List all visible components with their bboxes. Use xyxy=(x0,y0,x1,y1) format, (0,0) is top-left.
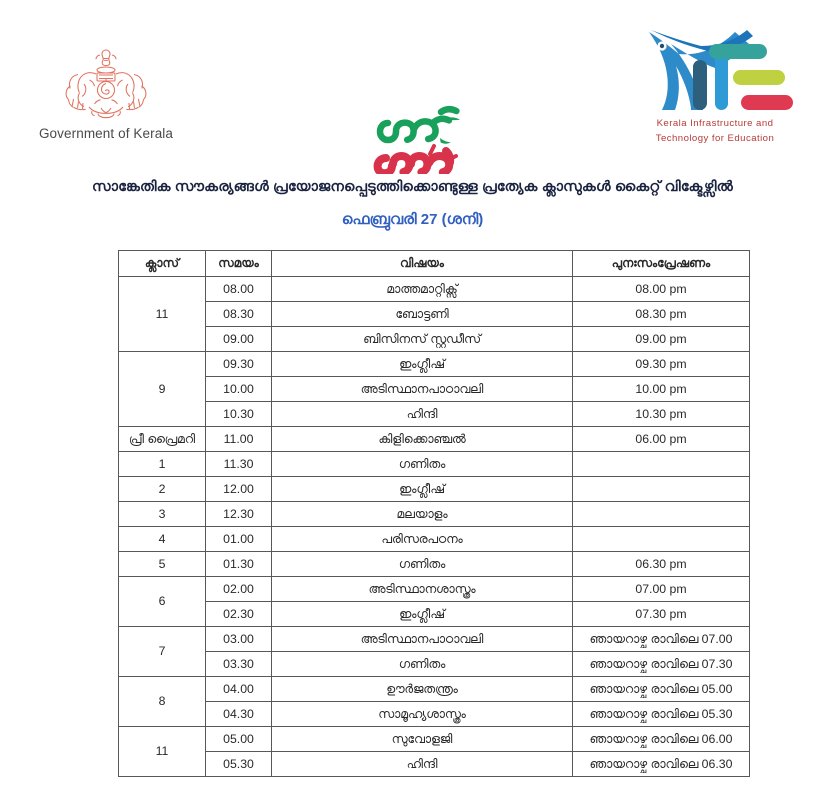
column-header-time: സമയം xyxy=(206,251,272,277)
cell-retelecast: ഞായറാഴ്ച രാവിലെ 07.30 xyxy=(573,652,750,677)
table-row xyxy=(119,352,750,377)
cell-class: 9 xyxy=(119,352,206,427)
table-row xyxy=(119,502,750,527)
kite-caption-line2 xyxy=(617,133,813,146)
cell-class: പ്രീ പ്രൈമറി xyxy=(119,427,206,452)
column-header-retelecast: പുനഃസംപ്രേഷണം xyxy=(573,251,750,277)
kerala-government-caption: Government of Kerala xyxy=(38,126,174,141)
cell-time: 01.00 xyxy=(206,527,272,552)
table-row xyxy=(119,527,750,552)
cell-subject: ഹിന്ദി xyxy=(272,402,573,427)
cell-time: 10.00 xyxy=(206,377,272,402)
cell-retelecast: ഞായറാഴ്ച രാവിലെ 06.30 xyxy=(573,752,750,777)
cell-class: 2 xyxy=(119,477,206,502)
cell-subject: ഇംഗ്ലീഷ് xyxy=(272,352,573,377)
cell-retelecast: 08.00 pm xyxy=(573,277,750,302)
kite-caption-line1 xyxy=(617,118,813,131)
column-header-subject: വിഷയം xyxy=(272,251,573,277)
kerala-government-emblem-icon xyxy=(56,44,156,122)
table-row xyxy=(119,402,750,427)
cell-class: 4 xyxy=(119,527,206,552)
first-bell-logo-icon xyxy=(368,96,498,174)
cell-time: 12.00 xyxy=(206,477,272,502)
cell-time: 04.00 xyxy=(206,677,272,702)
cell-subject: ഗണിതം xyxy=(272,552,573,577)
cell-time: 08.30 xyxy=(206,302,272,327)
cell-subject: ഗണിതം xyxy=(272,452,573,477)
cell-retelecast: 10.00 pm xyxy=(573,377,750,402)
table-row xyxy=(119,552,750,577)
cell-subject: ഗണിതം xyxy=(272,652,573,677)
cell-subject: ബിസിനസ് സ്റ്റഡീസ് xyxy=(272,327,573,352)
cell-subject: കിളിക്കൊഞ്ചൽ xyxy=(272,427,573,452)
schedule-table xyxy=(118,250,750,777)
cell-subject: പരിസരപഠനം xyxy=(272,527,573,552)
table-row xyxy=(119,652,750,677)
cell-time: 05.30 xyxy=(206,752,272,777)
cell-retelecast: 10.30 pm xyxy=(573,402,750,427)
kite-caption-text-2: Technology for Education xyxy=(655,132,775,144)
cell-time: 02.30 xyxy=(206,602,272,627)
cell-time: 12.30 xyxy=(206,502,272,527)
cell-subject: സാമൂഹ്യശാസ്ത്രം xyxy=(272,702,573,727)
cell-retelecast: ഞായറാഴ്ച രാവിലെ 05.30 xyxy=(573,702,750,727)
kite-caption-text-1: Kerala Infrastructure and xyxy=(656,118,774,129)
cell-class: 6 xyxy=(119,577,206,627)
header-logo-row xyxy=(0,0,825,175)
cell-class: 7 xyxy=(119,627,206,677)
table-row xyxy=(119,377,750,402)
cell-class: 11 xyxy=(119,727,206,777)
cell-subject: അടിസ്ഥാനപാഠാവലി xyxy=(272,627,573,652)
cell-subject: അടിസ്ഥാനശാസ്ത്രം xyxy=(272,577,573,602)
cell-class: 3 xyxy=(119,502,206,527)
cell-retelecast: 07.30 pm xyxy=(573,602,750,627)
cell-retelecast: 07.00 pm xyxy=(573,577,750,602)
cell-subject: ബോട്ടണി xyxy=(272,302,573,327)
cell-retelecast: 08.30 pm xyxy=(573,302,750,327)
cell-retelecast: 09.30 pm xyxy=(573,352,750,377)
cell-retelecast: 06.00 pm xyxy=(573,427,750,452)
table-row xyxy=(119,577,750,602)
table-row xyxy=(119,677,750,702)
table-row xyxy=(119,627,750,652)
cell-time: 11.30 xyxy=(206,452,272,477)
cell-retelecast xyxy=(573,477,750,502)
table-body xyxy=(119,277,750,777)
table-row xyxy=(119,277,750,302)
table-row xyxy=(119,327,750,352)
cell-subject: മലയാളം xyxy=(272,502,573,527)
cell-time: 11.00 xyxy=(206,427,272,452)
cell-class: 11 xyxy=(119,277,206,352)
cell-time: 04.30 xyxy=(206,702,272,727)
table-row xyxy=(119,427,750,452)
first-bell-logo xyxy=(368,96,498,174)
column-header-class: ക്ലാസ് xyxy=(119,251,206,277)
cell-subject: ഇംഗ്ലീഷ് xyxy=(272,602,573,627)
cell-subject: അടിസ്ഥാനപാഠാവലി xyxy=(272,377,573,402)
cell-retelecast xyxy=(573,527,750,552)
cell-time: 03.30 xyxy=(206,652,272,677)
kite-logo-block xyxy=(617,22,813,145)
cell-retelecast: ഞായറാഴ്ച രാവിലെ 06.00 xyxy=(573,727,750,752)
table-row xyxy=(119,727,750,752)
table-header-row xyxy=(119,251,750,277)
table-row xyxy=(119,702,750,727)
cell-time: 10.30 xyxy=(206,402,272,427)
cell-class: 5 xyxy=(119,552,206,577)
cell-time: 09.00 xyxy=(206,327,272,352)
cell-time: 05.00 xyxy=(206,727,272,752)
schedule-table-wrap xyxy=(118,250,749,777)
cell-subject: ഊർജതന്ത്രം xyxy=(272,677,573,702)
cell-retelecast: 06.30 pm xyxy=(573,552,750,577)
cell-retelecast: ഞായറാഴ്ച രാവിലെ 05.00 xyxy=(573,677,750,702)
cell-class: 1 xyxy=(119,452,206,477)
cell-retelecast: 09.00 pm xyxy=(573,327,750,352)
cell-time: 09.30 xyxy=(206,352,272,377)
cell-retelecast: ഞായറാഴ്ച രാവിലെ 07.00 xyxy=(573,627,750,652)
cell-subject: മാത്തമാറ്റിക്സ് xyxy=(272,277,573,302)
page-date: ഫെബ്രുവരി 27 (ശനി) xyxy=(341,211,484,228)
page-title: സാങ്കേതിക സൗകര്യങ്ങൾ പ്രയോജനപ്പെടുത്തിക്കൊണ്ടുള്ള പ്രത്യേക ക്ലാസുകൾ കൈറ്റ് വിക്ടേഴ്സിൽ xyxy=(91,179,734,195)
table-row xyxy=(119,302,750,327)
cell-subject: സുവോളജി xyxy=(272,727,573,752)
table-row xyxy=(119,452,750,477)
cell-time: 01.30 xyxy=(206,552,272,577)
table-row xyxy=(119,752,750,777)
cell-time: 03.00 xyxy=(206,627,272,652)
table-header xyxy=(119,251,750,277)
cell-time: 08.00 xyxy=(206,277,272,302)
cell-subject: ഇംഗ്ലീഷ് xyxy=(272,477,573,502)
cell-subject: ഹിന്ദി xyxy=(272,752,573,777)
cell-time: 02.00 xyxy=(206,577,272,602)
cell-retelecast xyxy=(573,502,750,527)
kerala-government-logo-block xyxy=(26,44,186,141)
table-row xyxy=(119,602,750,627)
kite-logo-icon xyxy=(629,22,801,116)
cell-class: 8 xyxy=(119,677,206,727)
table-row xyxy=(119,477,750,502)
cell-retelecast xyxy=(573,452,750,477)
